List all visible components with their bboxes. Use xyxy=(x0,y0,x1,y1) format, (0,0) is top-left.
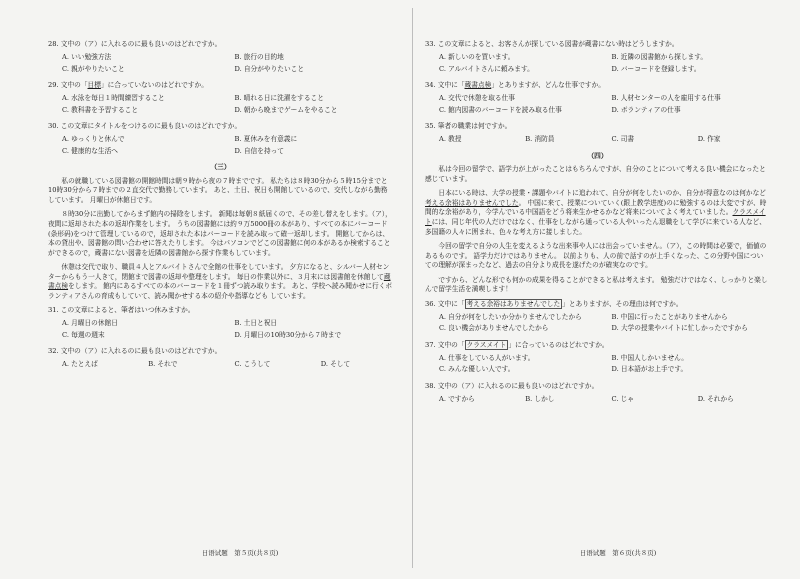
page-footer-left: 日语试题 第５页(共８页) xyxy=(201,549,279,557)
option-32-d: D. そして xyxy=(320,360,351,369)
passage-4-p2-marked: 考える余裕はありませんでした xyxy=(425,198,519,207)
question-36-suffix: 」とありますが、その理由は何ですか。 xyxy=(562,299,683,308)
option-34-c: C. 館内図書のバーコードを読み取る仕事 xyxy=(439,105,562,114)
passage-3-p3-b: をします。 館内にあるすべての本のバーコードを１冊ずつ読み取ります。 あと、学校へ読み聞かせに行くボランティアさんの育成もしていて、読み聞かせする本の紹介や指導なども しています。 xyxy=(48,282,393,300)
question-34-options xyxy=(425,94,770,115)
column-divider xyxy=(412,8,413,568)
question-28-options xyxy=(48,53,393,74)
option-33-a: A. 新しいのを買います。 xyxy=(439,53,515,62)
option-32-c: C. こうして xyxy=(234,360,271,369)
question-35: 35. 筆者の職業は何ですか。 xyxy=(425,122,512,131)
option-34-b: B. 人材センターの人を雇用する仕事 xyxy=(611,94,721,103)
question-30-options xyxy=(48,135,393,156)
question-33-options xyxy=(425,53,770,74)
option-31-d: D. 月曜日の10時30分から７時まで xyxy=(234,330,342,339)
question-31-options xyxy=(48,319,393,340)
question-36-prefix: 36. 文中に「 xyxy=(425,299,465,308)
option-28-a: A. いい勉強方法 xyxy=(62,53,112,62)
option-37-a: A. 仕事をしている人がいます。 xyxy=(439,353,535,362)
question-36 xyxy=(425,300,770,310)
option-28-b: B. 旅行の目的地 xyxy=(234,53,284,62)
question-38-options xyxy=(425,395,770,405)
question-29 xyxy=(48,81,393,91)
option-37-d: D. 日本語がお上手です。 xyxy=(611,365,688,374)
passage-4-paragraph-2 xyxy=(425,189,770,237)
passage-4-paragraph-3: 今回の留学で自分の人生を変えるような出来事や人には出会っていません。（ア），この時間は必要で，価値のあるものです。 語学力だけではありません。 以前よりも、人の前で話すのが上手くなった、この分野や国についての理解が深まったなど、過去の自分より成長を遂げたのが確実なのです。 xyxy=(425,242,767,270)
question-34-suffix: 」とありますが、どんな仕事ですか。 xyxy=(491,81,605,90)
option-34-a: A. 交代で休憩を取る仕事 xyxy=(439,94,515,103)
left-column xyxy=(48,40,393,377)
option-36-d: D. 大学の授業やバイトに忙しかったですから xyxy=(611,324,748,333)
passage-3-paragraph-2: ８時30分に出勤してからまず館内の掃除をします。 新聞は毎朝８紙届くので、その差し替えをします。（ア），夜間に返却された本の返却作業をします。 うちの図書館には約９万5000冊の本があり、すべての本にバーコード(条形码)をつけて管理しているので，返却された本はバーコードを読み取って確一返却します。 開館してからは、本の貸出や、図書館の問い合わせに答えたりします。 今はパソコンでどこの図書館に何の本があるか検索することができるので，蔵書にない図書を近隣の図書館から探す作業もしています。 xyxy=(48,210,392,257)
passage-4-paragraph-4: ですから、どんな形でも何かの成果を得ることができると私は考えます。 勉強だけではなく、しっかりと楽しんで留学生活を満喫します！ xyxy=(425,275,768,294)
question-37-marked: クラスメイト xyxy=(466,340,507,349)
option-29-b: B. 晴れる日に洗濯をすること xyxy=(234,94,324,103)
right-column xyxy=(425,40,770,412)
question-36-options xyxy=(425,313,770,334)
option-31-c: C. 毎週の週末 xyxy=(62,330,105,339)
passage-4-p2-b: 。 中国に来て、授業についていく(跟上教学进度)のに勉強するのは大変ですが、時間的な余裕があり，今学んでいる中国語をどう将来生かせるかなど将来についてよく考えていました。 xyxy=(425,198,767,217)
question-37-prefix: 37. 文中の「 xyxy=(425,340,465,349)
question-29-suffix: 」に合っていないのはどれですか。 xyxy=(100,81,208,90)
question-32: 32. 文中の（ア）に入れるのに最も良いのはどれですか。 xyxy=(48,347,222,356)
option-36-b: B. 中国に行ったことがありませんから xyxy=(611,312,728,321)
question-29-prefix: 29. 文中の「 xyxy=(48,81,88,90)
passage-3-paragraph-3 xyxy=(48,263,393,301)
option-29-a: A. 水泳を毎日１時間練習すること xyxy=(62,94,165,103)
passage-4-p2-c: には、同じ年代の人だけではなく、仕事をしながら通っている人やいったん退職をして学びに来ている人など、多国籍の人々に囲まれ、色々な考え方に接しました。 xyxy=(425,218,766,236)
question-29-options xyxy=(48,94,393,115)
question-37-suffix: 」に合っているのはどれですか。 xyxy=(508,340,609,349)
question-34-prefix: 34. 文中に「 xyxy=(425,81,465,90)
option-36-c: C. 良い機会がありませんでしたから xyxy=(439,324,549,333)
option-35-d: D. 作家 xyxy=(697,135,721,144)
option-33-d: D. バーコードを登録します。 xyxy=(611,64,701,73)
option-38-b: B. しかし xyxy=(525,395,555,403)
option-28-c: C. 親がやりたいこと xyxy=(62,64,125,73)
option-29-d: D. 朝から晩までゲームをやること xyxy=(234,105,338,114)
option-30-a: A. ゆっくりと休んで xyxy=(62,135,125,144)
question-32-options xyxy=(48,360,393,370)
option-38-a: A. ですから xyxy=(439,395,475,403)
option-29-c: C. 教科書を予習すること xyxy=(62,105,139,114)
question-34-marked: 蔵書点検 xyxy=(464,81,492,90)
option-37-c: C. みんな優しい人です。 xyxy=(439,365,515,374)
option-31-b: B. 土日と祝日 xyxy=(234,319,278,328)
question-30: 30. この文章にタイトルをつけるのに最も良いのはどれですか。 xyxy=(48,122,242,131)
option-37-b: B. 中国人しかいません。 xyxy=(611,353,688,362)
option-30-c: C. 健康的な生活へ xyxy=(62,146,118,155)
question-33: 33. この文章によると、お客さんが探している図書が蔵書にない時はどうしますか。 xyxy=(425,40,679,48)
option-35-b: B. 消防員 xyxy=(525,135,555,144)
passage-3-p3-a: 休憩は交代で取り、職員４人とアルバイトさんで全館の仕事をしています。 夕方になると、シルバー人材センターからもう一人きて，閉館まで図書の返却や整理をします。 毎日の作業以外に、３月末には図書館を休館して xyxy=(48,263,390,281)
question-37 xyxy=(425,341,770,351)
question-36-marked: 考える余裕はありませんでした xyxy=(466,299,561,308)
passage-4-p2-marked2: クラスメイト xyxy=(425,208,766,226)
option-31-a: A. 月曜日の休館日 xyxy=(62,319,118,328)
passage-4-paragraph-1: 私は今回の留学で、語学力が上がったことはもちろんですが、自分のことについて考える良い機会になったと感じています。 xyxy=(425,165,766,183)
option-28-d: D. 自分がやりたいこと xyxy=(234,64,305,73)
question-28: 28. 文中の（ア）に入れるのに最も良いのはどれですか。 xyxy=(48,40,222,48)
section-title-4: （四） xyxy=(587,151,608,160)
option-30-d: D. 自信を持って xyxy=(234,146,284,155)
option-38-d: D. それから xyxy=(697,395,734,403)
section-title-3: （三） xyxy=(210,163,231,172)
question-38: 38. 文中の（ア）に入れるのに最も良いのはどれですか。 xyxy=(425,381,599,390)
option-33-c: C. アルバイトさんに頼みます。 xyxy=(439,64,534,73)
option-36-a: A. 自分が何をしたいか分かりませんでしたから xyxy=(439,312,582,321)
option-32-a: A. たとえば xyxy=(62,360,98,369)
question-35-options xyxy=(425,135,770,145)
option-34-d: D. ボランティアの仕事 xyxy=(611,105,681,114)
option-32-b: B. それで xyxy=(148,360,178,369)
option-35-a: A. 教授 xyxy=(439,135,462,144)
question-34 xyxy=(425,81,770,91)
page-footer-right: 日语试题 第６页(共８页) xyxy=(579,549,657,557)
question-31: 31. この文章によると、筆者はいつ休みますか。 xyxy=(48,306,195,315)
option-35-c: C. 司書 xyxy=(611,135,635,144)
passage-3-paragraph-1: 私の就職している図書館の開館時間は朝９時から夜の７時までです。 私たちは８時30分から５時15分までと10時30分から７時までの２直交代で勤務しています。 あと、土日、祝日も開館しているので、交代しながら勤務しています。 月曜日が休館日です。 xyxy=(48,176,388,204)
question-37-options xyxy=(425,354,770,375)
passage-4-p2-a: 日本にいる時は、大学の授業・課題やバイトに追われて、自分が何をしたいのか、自分が得意なのは何かなど xyxy=(438,189,766,198)
option-38-c: C. じゃ xyxy=(611,395,635,403)
question-29-marked: 目標 xyxy=(87,81,101,90)
option-33-b: B. 近隣の図書館から探します。 xyxy=(611,53,708,62)
option-30-b: B. 夏休みを有意義に xyxy=(234,135,298,144)
passage-3-p3-marked: 蔵書点検 xyxy=(48,272,391,291)
